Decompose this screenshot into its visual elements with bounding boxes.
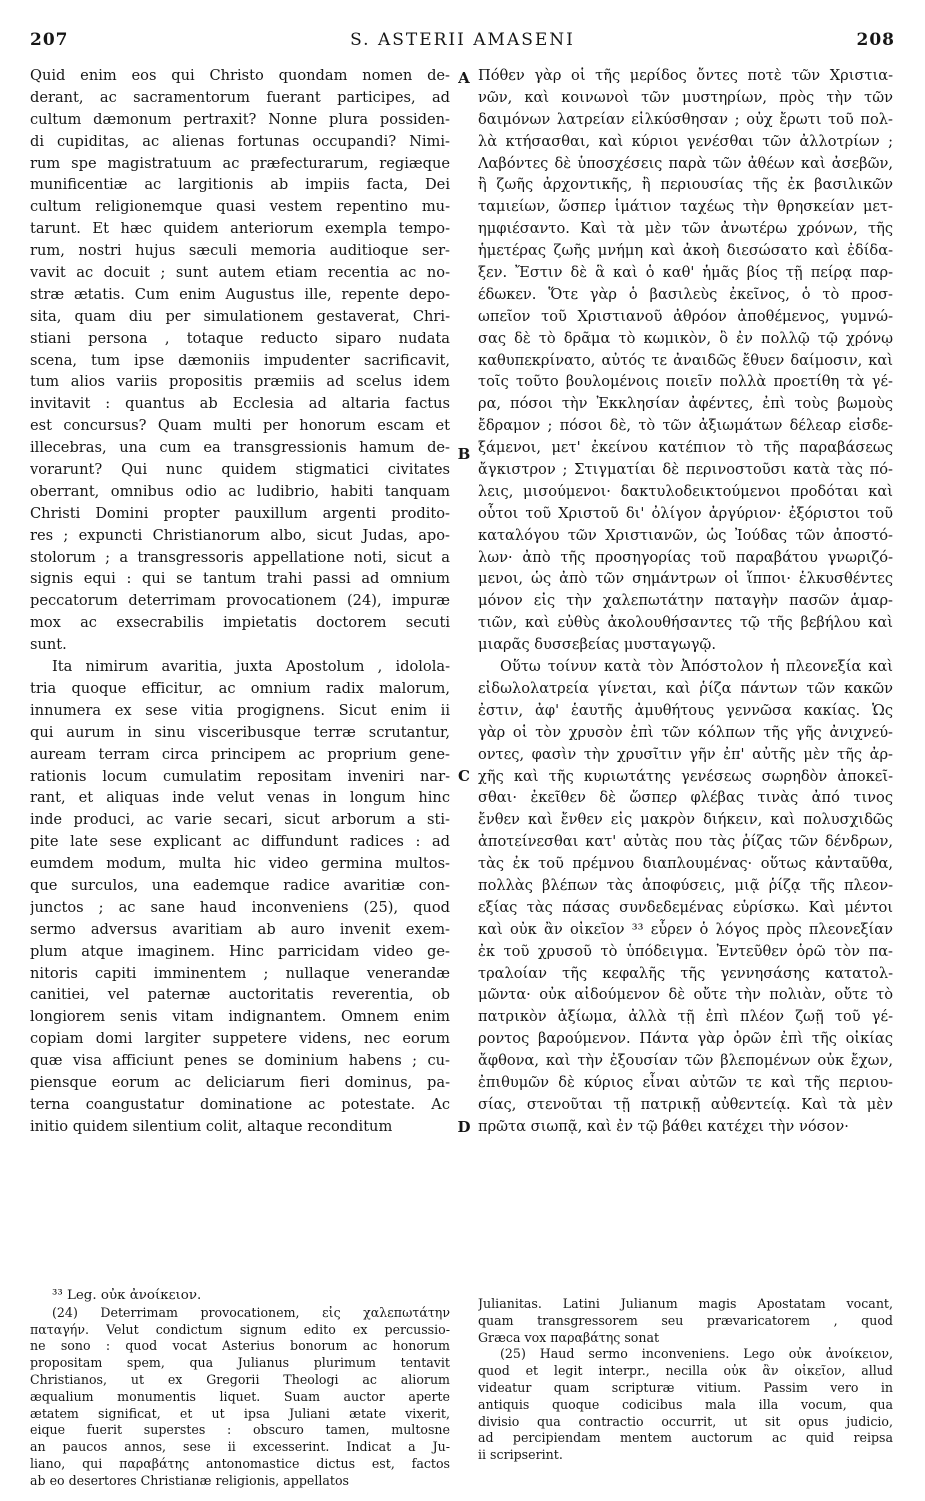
latin-text-line: eumdem modum, multa hic video germina multos-: [30, 855, 450, 873]
greek-footnote-line: (25) Haud sermo inconveniens. Lego οὐκ ἀνοίκειον,: [500, 1346, 893, 1362]
greek-footnotes: [478, 1296, 893, 1464]
greek-text-line: πολλὰς βλέπων τὰς ἀποφύσεις, μιᾷ ῥίζᾳ τῆς πλεον-: [478, 876, 893, 894]
section-marker-c: C: [458, 767, 470, 785]
greek-text-line: τοῖς τοῦτο βουλομένοις ποιεῖν πολλὰ προετίθη τὰ γέ-: [478, 373, 893, 391]
latin-text-line: quæ visa afficiunt penes se dominium habens ; cu-: [30, 1052, 450, 1070]
greek-text-line: νῶν, καὶ κοινωνοὶ τῶν μυστηρίων, πρὸς τὴν τῶν: [478, 88, 893, 106]
greek-text-line: ἔνθεν καὶ ἔνθεν εἰς μακρὸν διήκειν, καὶ πολυσχιδῶς: [478, 811, 893, 829]
greek-text-line: μενοι, ὡς ἀπὸ τῶν σημάντρων οἱ ἵπποι· ἑλκυσθέντες: [478, 570, 893, 588]
greek-footnote-line: ad percipiendam mentem auctorum ac quid reipsa: [478, 1430, 893, 1446]
latin-text-line: plum atque imaginem. Hinc parricidam video ge-: [30, 942, 450, 960]
greek-footnote-line: Græca vox παραβάτης sonat: [478, 1329, 660, 1345]
greek-text-line: ἢ ζωῆς ἀρχοντικῆς, ἢ περιουσίας τῆς ἐκ βασιλικῶν: [478, 176, 893, 194]
greek-text-line: οντες, φασὶν τὴν χρυσῖτιν γῆν ἐπ' αὐτῆς μὲν τῆς ἀρ-: [478, 745, 893, 763]
greek-text-line: οὗτοι τοῦ Χριστοῦ δι' ὀλίγον ἀργύριον· ἐξόριστοι τοῦ: [478, 504, 893, 522]
latin-text-line: rum, nostri hujus sæculi memoria auditioque ser-: [30, 242, 450, 260]
greek-text-line: καταλόγου τῶν Χριστιανῶν, ὡς Ἰούδας τῶν ἀποστό-: [478, 526, 893, 544]
greek-text-line: Οὕτω τοίνυν κατὰ τὸν Ἀπόστολον ἡ πλεονεξία καὶ: [500, 658, 893, 676]
greek-text-line: ταμιείων, ὥσπερ ἱμάτιον ταχέως τὴν θρησκείαν μετ-: [478, 198, 893, 216]
latin-text-line: cultum dæmonum pertraxit? Nonne plura possiden-: [30, 110, 450, 128]
greek-footnote-line: videatur quam scripturæ vitium. Passim vero in: [478, 1379, 893, 1395]
latin-text-line: pite late sese explicant ac diffundunt radices : ad: [30, 833, 450, 851]
greek-text-line: έδωκεν. Ὅτε γὰρ ὁ βασιλεὺς ἐκεῖνος, ὁ τὸ προσ-: [478, 285, 893, 303]
latin-text-line: nitoris capiti imminentem ; nullaque venerandæ: [30, 964, 450, 982]
latin-text-line: sermo adversus avaritiam ab auro invenit exem-: [30, 920, 450, 938]
greek-text-line: εξίας τὰς πάσας συνδεδεμένας εὑρίσκω. Καὶ μέντοι: [478, 898, 893, 916]
latin-text-line: sita, quam diu per simulationem gestaverat, Chri-: [30, 307, 450, 325]
latin-text-line: stræ ætatis. Cum enim Augustus ille, repente depo-: [30, 285, 450, 303]
greek-text-line: ξάμενοι, μετ' ἐκείνου κατέπιον τὸ τῆς παραβάσεως: [478, 439, 893, 457]
greek-text-line: μιαρᾶς δυσσεβείας μυσταγωγῷ.: [478, 636, 716, 654]
latin-footnote-line: (24) Deterrimam provocationem, εἰς χαλεπωτάτην: [52, 1304, 450, 1320]
greek-footnote-line: ii scripserint.: [478, 1447, 563, 1463]
greek-text-line: σας δὲ τὸ δρᾶμα τὸ κωμικὸν, ὃ ἐν πολλῷ τῷ χρόνῳ: [478, 329, 893, 347]
latin-text-line: Christi Domini propter pauxillum argenti prodito-: [30, 504, 450, 522]
latin-footnotes: [30, 1288, 450, 1490]
greek-text-line: ἀποτείνεσθαι κατ' αὐτὰς που τὰς ῥίζας τῶν δένδρων,: [478, 833, 893, 851]
latin-footnote-line: Christianos, ut ex Gregorii Theologi ac aliorum: [30, 1371, 450, 1387]
latin-text-line: inde produci, ac varie secari, sicut arborum a sti-: [30, 811, 450, 829]
greek-text-line: ἔδραμον ; πόσοι δὲ, τὸ τῶν ἀξιωμάτων δέλεαρ εἰσδε-: [478, 417, 893, 435]
greek-text-line: καθυπεκρίνατο, αὐτός τε ἀναιδῶς ἔθυεν δαίμοσιν, καὶ: [478, 351, 893, 369]
greek-text-line: ἐπιθυμῶν δὲ κύριος εἶναι αὐτῶν τε καὶ τῆς περιου-: [478, 1073, 893, 1091]
greek-text-line: εἰδωλολατρεία γίνεται, καὶ ῥίζα πάντων τῶν κακῶν: [478, 679, 893, 697]
greek-text-line: ωπεῖον τοῦ Χριστιανοῦ ἀθρόον ἀποθέμενος, γυμνώ-: [478, 307, 893, 325]
greek-text-line: πατρικὸν ἀξίωμα, ἀλλὰ τῇ ἐπὶ πλέον ζωῇ τοῦ γέ-: [478, 1008, 893, 1026]
latin-text-line: illecebras, una cum ea transgressionis hamum de-: [30, 439, 450, 457]
latin-text-line: rant, et aliquas inde velut venas in longum hinc: [30, 789, 450, 807]
latin-text-line: terna coangustatur dominatione ac potestate. Ac: [30, 1095, 450, 1113]
latin-text-line: stolorum ; a transgressoris appellatione noti, sicut a: [30, 548, 450, 566]
latin-footnote-line: ne sono : quod vocat Asterius bonorum ac honorum: [30, 1338, 450, 1354]
latin-text-line: que surculos, una eademque radice avaritiæ con-: [30, 876, 450, 894]
latin-text-line: cultum religionemque quasi vestem repentino mu-: [30, 198, 450, 216]
section-marker-b: B: [457, 445, 471, 463]
latin-text-line: invitavit : quantus ab Ecclesia ad altaria factus: [30, 395, 450, 413]
latin-footnote-line: an paucos annos, sese ii excesserint. Indicat a Ju-: [30, 1439, 450, 1455]
latin-column: [30, 65, 450, 1138]
greek-text-line: Πόθεν γὰρ οἱ τῆς μερίδος ὄντες ποτὲ τῶν Χριστια-: [478, 67, 893, 84]
latin-text-line: di cupiditas, ac alienas fortunas occupandi? Nimi-: [30, 132, 450, 150]
greek-footnote-line: Julianitas. Latini Julianum magis Apostatam vocant,: [478, 1296, 893, 1311]
greek-text-line: σίας, στενοῦται τῇ πατρικῇ αὐθεντείᾳ. Καὶ τὰ μὲν: [478, 1095, 893, 1113]
latin-footnote-line: ab eo desertores Christianæ religionis, appellatos: [30, 1472, 350, 1488]
page-number-left: 207: [30, 30, 69, 50]
latin-text-line: signis equi : qui se tantum trahi passi ad omnium: [30, 570, 450, 588]
greek-text-line: δαιμόνων λατρείαν εἱλκύσθησαν ; οὐχ ἔρωτι τοῦ πολ-: [478, 110, 893, 128]
greek-text-line: τὰς ἐκ τοῦ πρέμνου διαπλουμένας· οὕτως κἀνταῦθα,: [478, 855, 893, 873]
latin-footnote-line: ³³ Leg. οὐκ ἀνοίκειον.: [52, 1288, 202, 1303]
latin-text-line: qui aurum in sinu visceribusque terræ scrutantur,: [30, 723, 450, 741]
latin-footnote-line: propositam spem, qua Julianus plurimum tentavit: [30, 1355, 450, 1371]
latin-text-line: est concursus? Quam multi per honorum escam et: [30, 417, 450, 435]
latin-footnote-line: ætatem significat, et ut ipsa Juliani ætate vixerit,: [30, 1405, 450, 1421]
latin-text-line: copiam domi largiter suppetere videns, nec eorum: [30, 1030, 450, 1048]
latin-text-line: derant, ac sacramentorum fuerant participes, ad: [30, 88, 450, 106]
greek-text-line: πρῶτα σιωπᾷ, καὶ ἐν τῷ βάθει κατέχει τὴν νόσον·: [478, 1117, 849, 1135]
latin-text-line: junctos ; ac sane haud inconveniens (25), quod: [30, 898, 450, 916]
latin-text-line: longiorem senis vitam indignantem. Omnem enim: [30, 1008, 450, 1026]
latin-text-line: munificentiæ ac largitionis ab impiis facta, Dei: [30, 176, 450, 194]
latin-text-line: rum spe magistratuum ac præfecturarum, regiæque: [30, 154, 450, 172]
greek-text-line: σθαι· ἐκεῖθεν δὲ ὥσπερ φλέβας τινὰς ἀπό τινος: [478, 789, 893, 807]
greek-text-line: ημφιέσαντο. Καὶ τὰ μὲν τῶν ἀνωτέρω χρόνων, τῆς: [478, 220, 893, 238]
latin-text-line: mox ac exsecrabilis impietatis doctorem secuti: [30, 614, 450, 632]
greek-text-line: Λαβόντες δὲ ὑποσχέσεις παρὰ τῶν ἀθέων καὶ ἀσεβῶν,: [478, 154, 893, 172]
latin-text-line: initio quidem silentium colit, altaque reconditum: [30, 1117, 393, 1135]
greek-text-line: γὰρ οἱ τὸν χρυσὸν ἐπὶ τῶν κόλπων τῆς γῆς ἀνιχνεύ-: [478, 723, 893, 741]
greek-text-line: καὶ οὐκ ἂν οἰκεῖον ³³ εὗρεν ὁ λόγος πρὸς πλεονεξίαν: [478, 920, 893, 938]
greek-footnote-line: quam transgressorem seu prævaricatorem , quod: [478, 1312, 893, 1328]
latin-text-line: rationis locum cumulatim repositam inveniri nar-: [30, 767, 450, 785]
latin-text-line: scena, tum ipse dæmoniis impudenter sacrificavit,: [30, 351, 450, 369]
latin-text-line: Quid enim eos qui Christo quondam nomen de-: [30, 67, 450, 84]
latin-text-line: auream terram circa principem ac proprium gene-: [30, 745, 450, 763]
latin-text-line: canitiei, vel paternæ auctoritatis reverentia, ob: [30, 986, 450, 1004]
page-number-right: 208: [856, 30, 895, 50]
greek-text-line: ἡμετέρας ζωῆς μνήμη καὶ ἀκοὴ διεσώσατο καὶ ἐδίδα-: [478, 242, 893, 260]
greek-text-line: χῆς καὶ τῆς κυριωτάτης γενέσεως σωρηδὸν ἀποκεῖ-: [478, 767, 893, 785]
latin-text-line: vorarunt? Qui nunc quidem stigmatici civitates: [30, 461, 450, 479]
greek-text-line: λων· ἀπὸ τῆς προσηγορίας τοῦ παραβάτου γνωριζό-: [478, 548, 893, 566]
latin-footnote-line: παταγήν. Velut condictum signum edito ex percussio-: [30, 1321, 450, 1337]
latin-text-line: sunt.: [30, 636, 67, 654]
latin-text-line: innumera ex sese vitia progignens. Sicut enim ii: [30, 701, 450, 719]
greek-footnote-line: quod et legit interpr., necilla οὐκ ἂν οἰκεῖον, allud: [478, 1363, 893, 1379]
latin-footnote-line: eique fuerit superstes : obscuro tamen, multosne: [30, 1422, 450, 1438]
greek-footnote-line: antiquis quoque codicibus mala illa vocum, qua: [478, 1396, 893, 1412]
greek-text-line: μόνον εἰς τὴν χαλεπωτάτην παταγὴν πασῶν ἁμαρ-: [478, 592, 893, 610]
greek-text-line: λεις, μισούμενοι· δακτυλοδεικτούμενοι προδόται καὶ: [478, 482, 893, 500]
latin-text-line: tria quoque efficitur, ac omnium radix malorum,: [30, 679, 450, 697]
latin-footnote-line: æqualium monumentis liquet. Suam auctor aperte: [30, 1388, 450, 1404]
greek-text-line: τιῶν, καὶ εὐθὺς ἀκολουθήσαντες τῷ τῆς βεβήλου καὶ: [478, 614, 893, 632]
latin-text-line: Ita nimirum avaritia, juxta Apostolum , idolola-: [52, 658, 450, 676]
greek-footnote-line: divisio qua contractio occurrit, ut sit opus judicio,: [478, 1413, 893, 1429]
greek-text-line: ἐκ τοῦ χρυσοῦ τὸ ὑπόδειγμα. Ἐντεῦθεν ὁρῶ τὸν πα-: [478, 942, 893, 960]
greek-text-line: ροντος βαρούμενον. Πάντα γὰρ ὁρῶν ἐπὶ τῆς οἰκίας: [478, 1030, 893, 1048]
greek-text-line: ἄφθονα, καὶ τὴν ἐξουσίαν τῶν βλεπομένων οὐκ ἔχων,: [478, 1052, 893, 1070]
greek-text-line: ἐστιν, ἀφ' ἑαυτῆς ἀμυθήτους γεννῶσα κακίας. Ὡς: [478, 701, 893, 719]
latin-text-line: tarunt. Et hæc quidem anteriorum exempla tempo-: [30, 220, 450, 238]
latin-text-line: oberrant, omnibus odio ac ludibrio, habiti tanquam: [30, 482, 450, 500]
latin-text-line: peccatorum deterrimam provocationem (24), impuræ: [30, 592, 450, 610]
greek-text-line: τραλοίαν τῆς κεφαλῆς τῆς γεννησάσης κατατολ-: [478, 964, 893, 982]
latin-footnote-line: liano, qui παραβάτης antonomastice dictus est, factos: [30, 1455, 450, 1471]
latin-text-line: tum alios variis propositis præmiis ad scelus idem: [30, 373, 450, 391]
running-title: S. ASTERII AMASENI: [350, 30, 575, 50]
latin-text-line: res ; expuncti Christianorum albo, sicut Judas, apo-: [30, 526, 450, 544]
section-marker-a: A: [458, 69, 470, 87]
greek-text-line: ξεν. Ἔστιν δὲ ἃ καὶ ὁ καθ' ἡμᾶς βίος τῇ πείρᾳ παρ-: [478, 264, 893, 282]
section-marker-d: D: [457, 1118, 471, 1136]
latin-text-line: vavit ac docuit ; sunt autem etiam recentia ac no-: [30, 264, 450, 282]
latin-text-line: piensque eorum ac deliciarum fieri dominus, pa-: [30, 1073, 450, 1091]
latin-text-line: stiani persona , totaque reducto siparo nudata: [30, 329, 450, 347]
greek-text-line: ἄγκιστρον ; Στιγματίαι δὲ περινοστοῦσι κατὰ τὰς πό-: [478, 461, 893, 479]
greek-column: [478, 65, 893, 1138]
greek-text-line: ρα, πόσοι τὴν Ἐκκλησίαν ἀφέντες, ἐπὶ τοὺς βωμοὺς: [478, 395, 893, 413]
greek-text-line: λὰ κτήσασθαι, καὶ κύριοι γενέσθαι τῶν ἀλλοτρίων ;: [478, 132, 893, 150]
greek-text-line: μῶντα· οὐκ αἰδούμενον δὲ οὔτε τὴν πολιὰν, οὔτε τὸ: [478, 986, 893, 1004]
